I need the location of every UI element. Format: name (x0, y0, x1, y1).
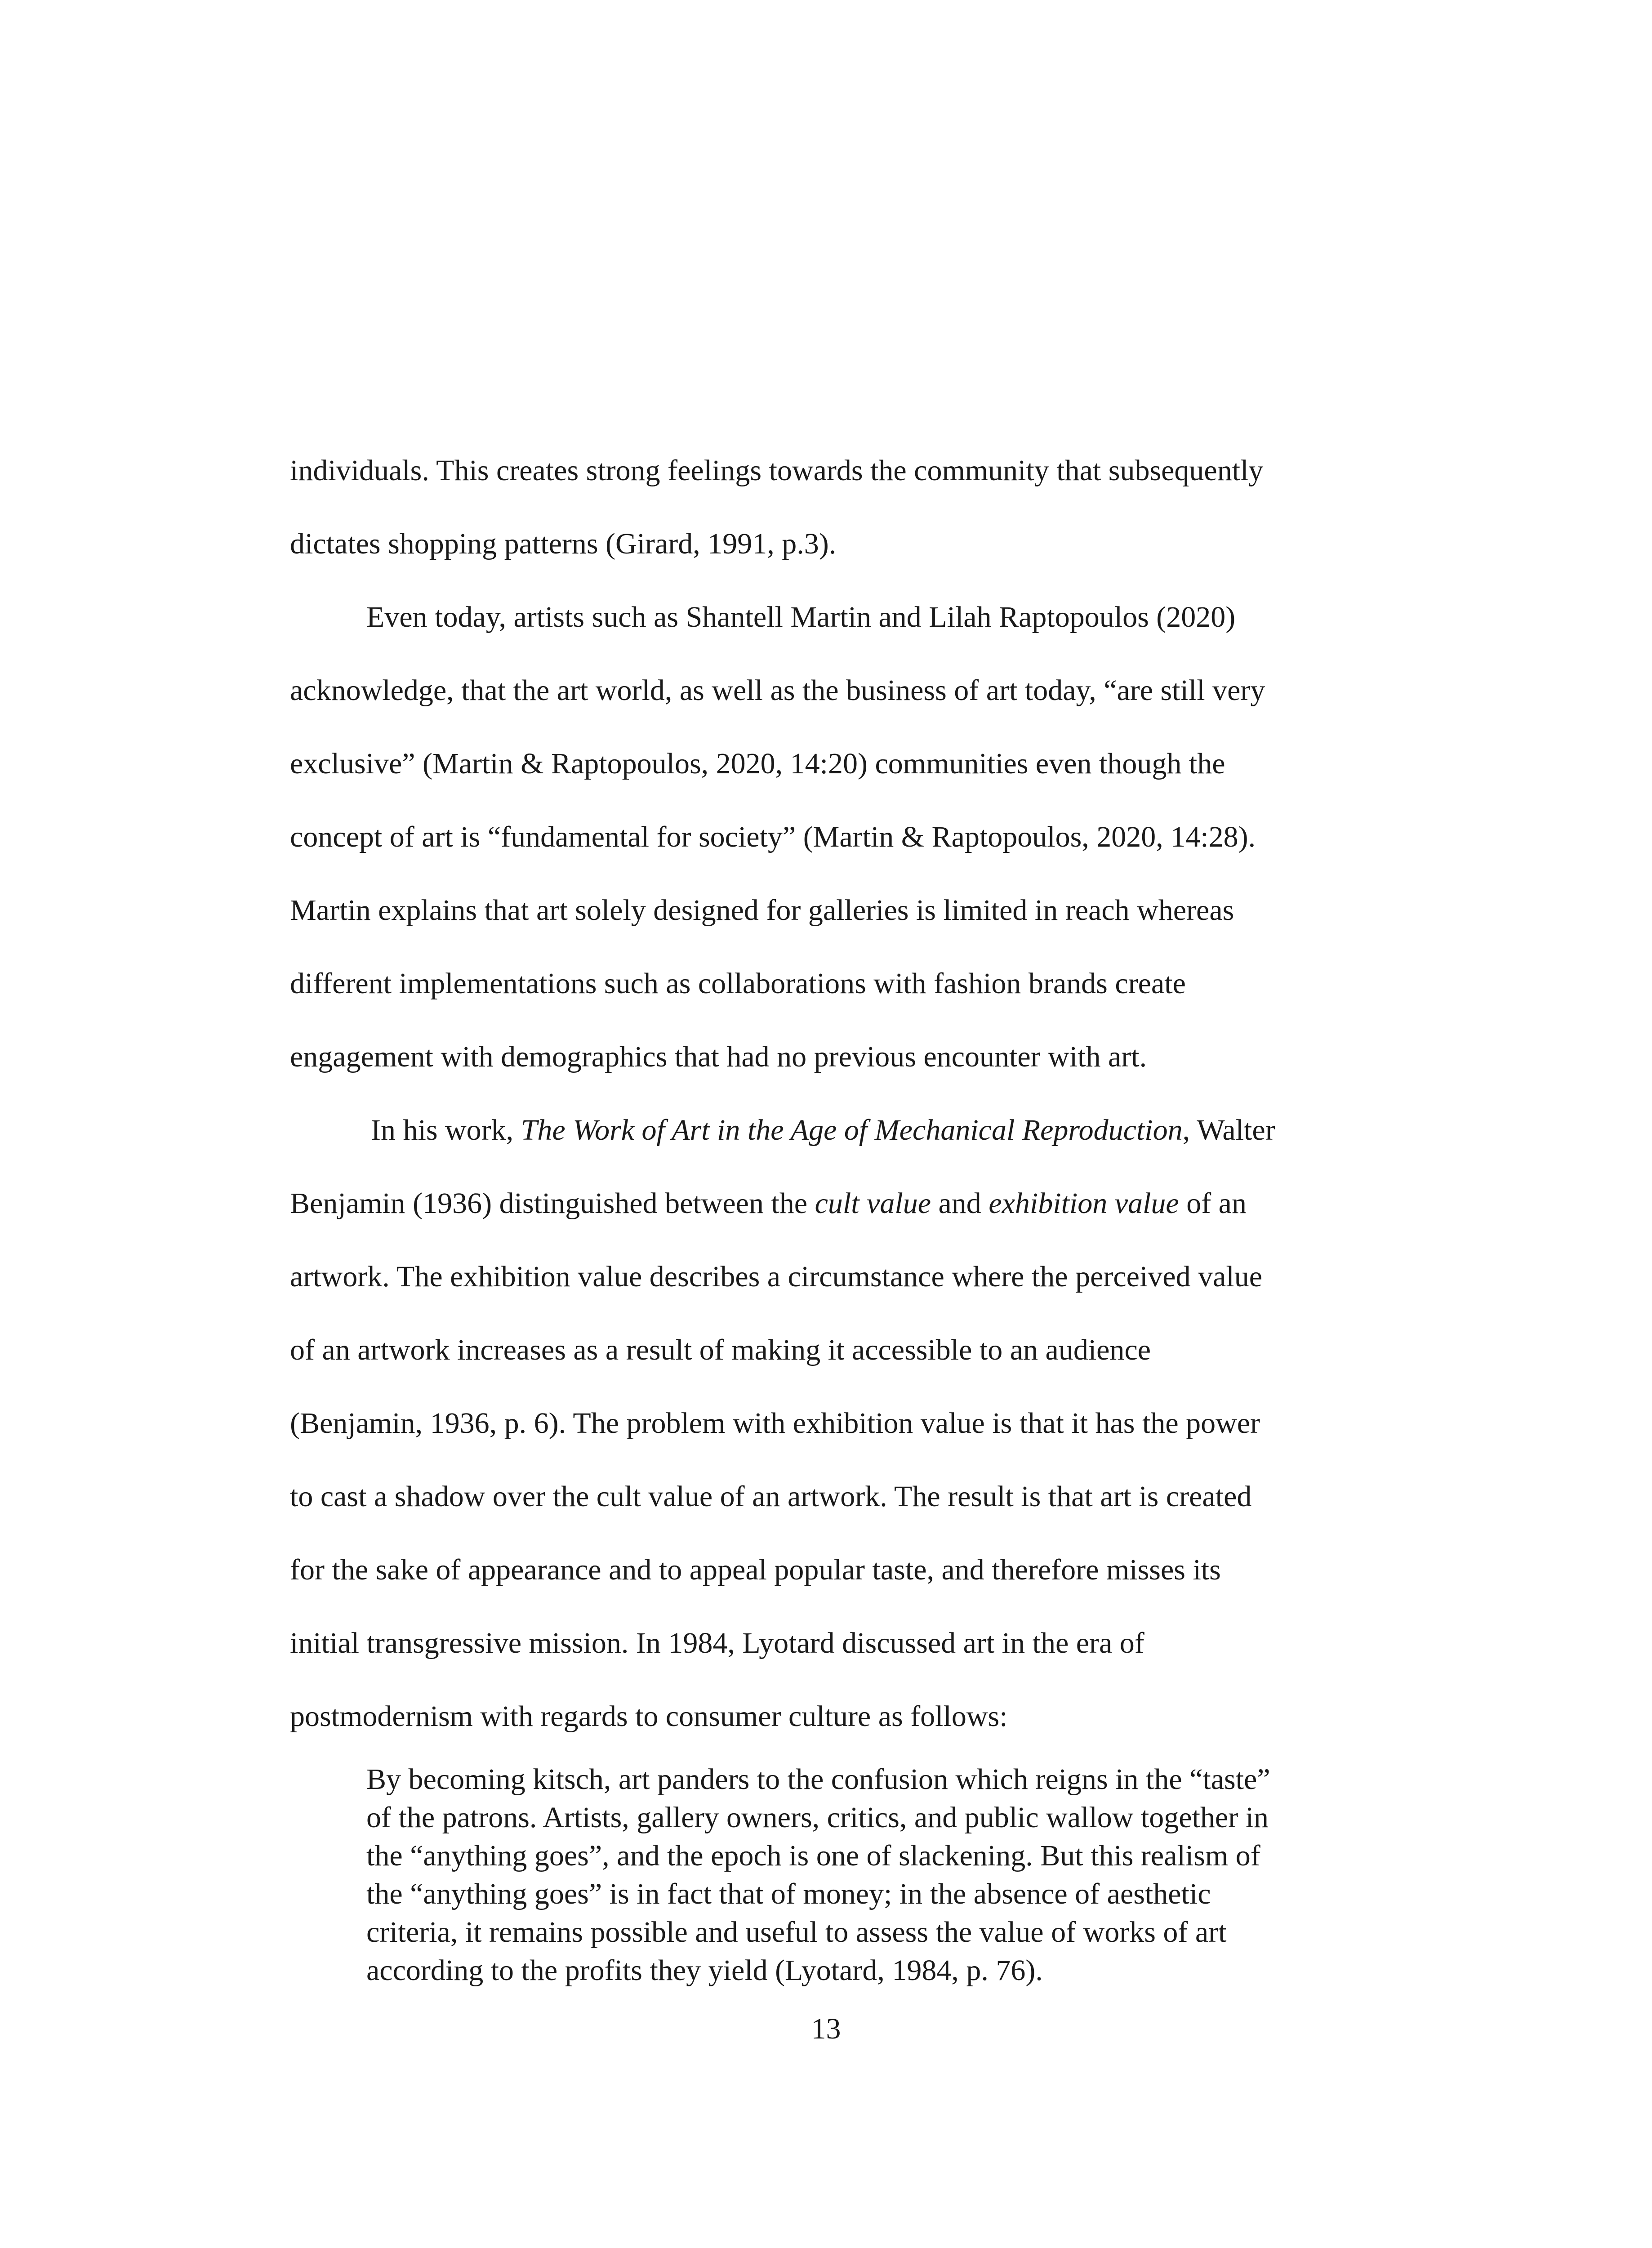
paragraph-start-line: Even today, artists such as Shantell Martin and Lilah Raptopoulos (2020) (366, 601, 1236, 633)
text-line (290, 1167, 1342, 1240)
text-run: , Walter (1182, 1114, 1275, 1146)
term-cult-value: cult value (815, 1187, 931, 1220)
text-line: (Benjamin, 1936, p. 6). The problem with exhibition value is that it has the power (290, 1407, 1260, 1440)
quote-line: the “anything goes”, and the epoch is one of slackening. But this realism of (366, 1839, 1260, 1872)
book-title: The Work of Art in the Age of Mechanical Reproduction (521, 1114, 1183, 1146)
text-line: artwork. The exhibition value describes a circumstance where the perceived value (290, 1260, 1263, 1293)
text-line: postmodernism with regards to consumer culture as follows: (290, 1700, 1008, 1733)
quote-line: criteria, it remains possible and useful to assess the value of works of art (366, 1916, 1227, 1949)
text-run: Benjamin (1936) distinguished between the (290, 1187, 815, 1220)
text-run: and (931, 1187, 989, 1220)
text-run: In his work, (371, 1114, 521, 1146)
term-exhibition-value: exhibition value (989, 1187, 1179, 1220)
text-line: dictates shopping patterns (Girard, 1991, p.3). (290, 527, 837, 560)
page-number: 13 (811, 2012, 841, 2045)
text-line: concept of art is “fundamental for society” (Martin & Raptopoulos, 2020, 14:28). (290, 821, 1256, 853)
paragraph-start-line (290, 1093, 1342, 1167)
body-text (290, 434, 1342, 1753)
text-line: for the sake of appearance and to appeal popular taste, and therefore misses its (290, 1553, 1221, 1586)
text-line: different implementations such as collaborations with fashion brands create (290, 967, 1186, 1000)
text-line: individuals. This creates strong feelings towards the community that subsequently (290, 454, 1264, 487)
text-line: engagement with demographics that had no previous encounter with art. (290, 1040, 1147, 1073)
quote-line: of the patrons. Artists, gallery owners, critics, and public wallow together in (366, 1801, 1269, 1834)
quote-line: according to the profits they yield (Lyotard, 1984, p. 76). (366, 1954, 1043, 1987)
quote-line: the “anything goes” is in fact that of money; in the absence of aesthetic (366, 1878, 1211, 1910)
text-line: initial transgressive mission. In 1984, Lyotard discussed art in the era of (290, 1627, 1144, 1659)
text-line: acknowledge, that the art world, as well as the business of art today, “are still very (290, 674, 1265, 707)
text-line: of an artwork increases as a result of making it accessible to an audience (290, 1334, 1151, 1366)
text-line: exclusive” (Martin & Raptopoulos, 2020, 14:20) communities even though the (290, 747, 1225, 780)
block-quote (366, 1760, 1342, 1989)
text-line: Martin explains that art solely designed for galleries is limited in reach whereas (290, 894, 1234, 927)
text-line: to cast a shadow over the cult value of an artwork. The result is that art is created (290, 1480, 1252, 1513)
quote-line: By becoming kitsch, art panders to the confusion which reigns in the “taste” (366, 1763, 1270, 1796)
text-run: of an (1179, 1187, 1247, 1220)
